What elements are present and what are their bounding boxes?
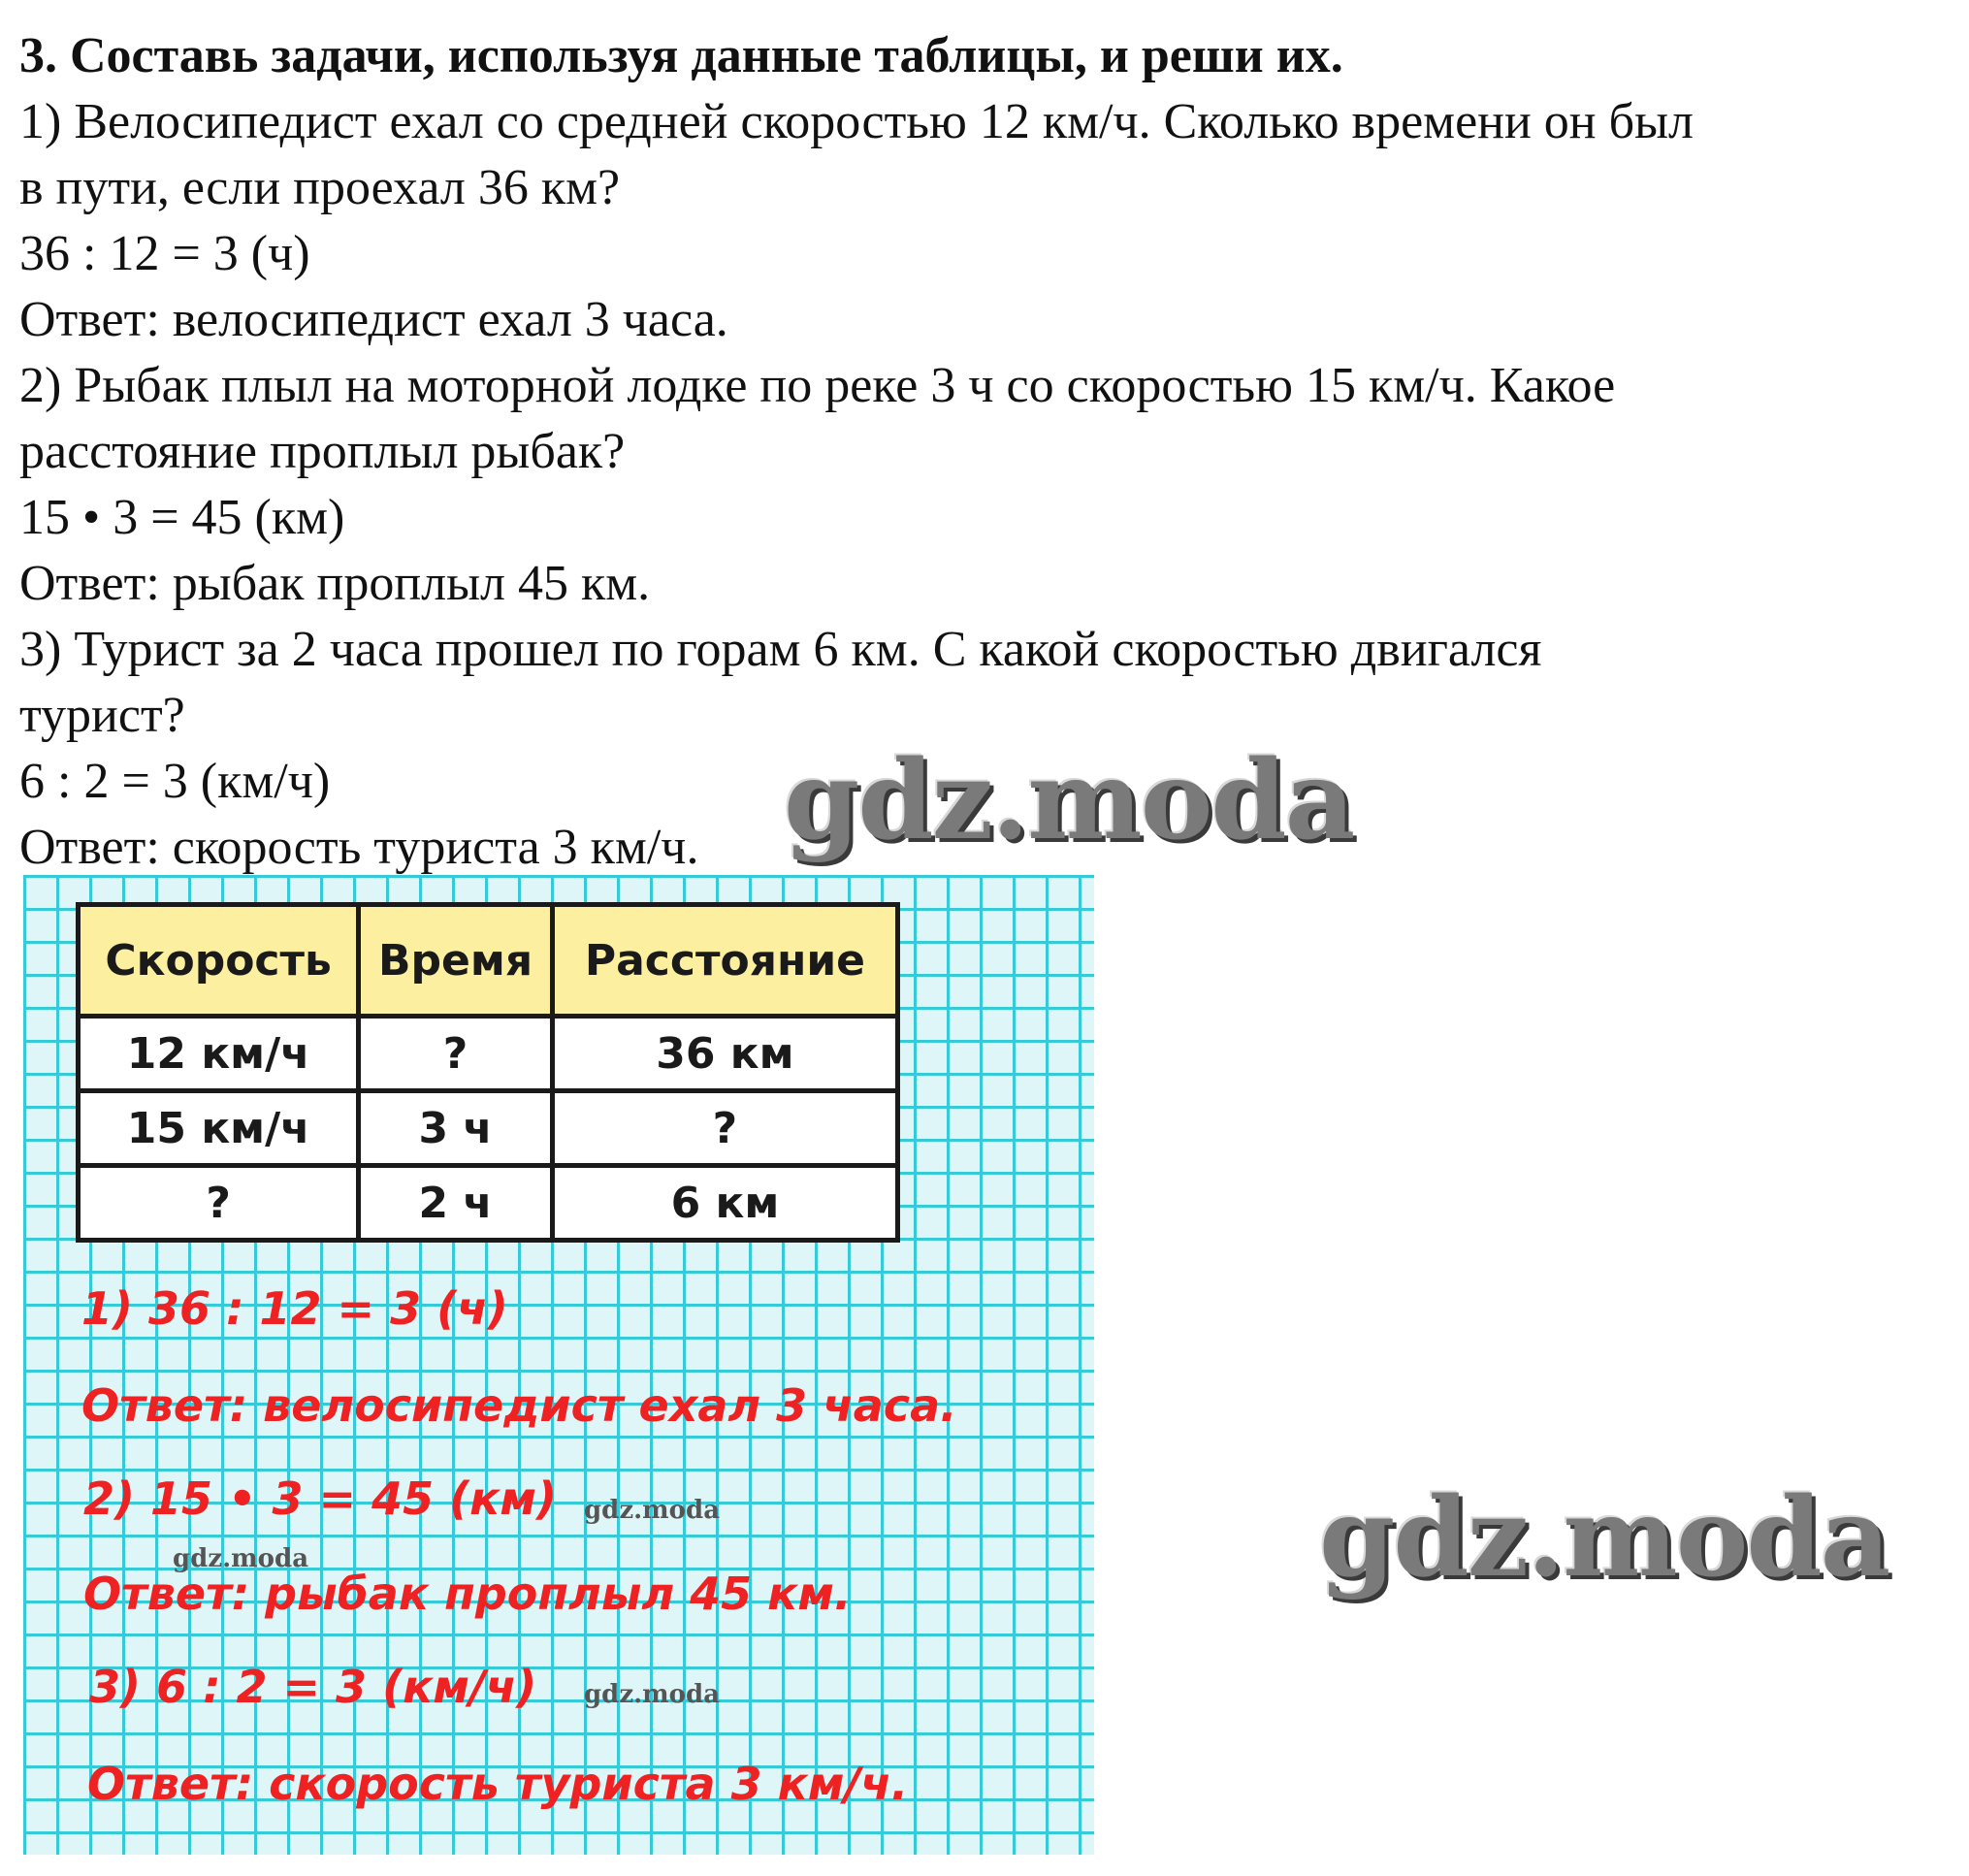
- task-line: 3) Турист за 2 часа прошел по горам 6 км. С какой скоростью двигался: [19, 622, 1542, 677]
- handwritten-solution-3: 3) 6 : 2 = 3 (км/ч): [89, 1661, 537, 1713]
- watermark-small: gdz.moda: [584, 1680, 721, 1709]
- task-line: 15 • 3 = 45 (км): [19, 490, 345, 545]
- table-cell: 12 км/ч: [79, 1017, 359, 1091]
- handwritten-answer-3: Ответ: скорость туриста 3 км/ч.: [87, 1758, 909, 1810]
- task-line: 2) Рыбак плыл на моторной лодке по реке 3 ч со скоростью 15 км/ч. Какое: [19, 358, 1616, 413]
- task-line: Ответ: рыбак проплыл 45 км.: [19, 556, 651, 611]
- handwritten-solution-2: 2) 15 • 3 = 45 (км): [83, 1472, 557, 1525]
- task-line: Ответ: велосипедист ехал 3 часа.: [19, 292, 728, 347]
- table-cell: 2 ч: [359, 1166, 553, 1241]
- handwritten-answer-1: Ответ: велосипедист ехал 3 часа.: [81, 1379, 957, 1432]
- task-line: турист?: [19, 688, 185, 743]
- table-cell: ?: [359, 1017, 553, 1091]
- watermark-small: gdz.moda: [173, 1544, 309, 1573]
- handwritten-solution-1: 1) 36 : 12 = 3 (ч): [81, 1282, 508, 1335]
- task-line: в пути, если проехал 36 км?: [19, 160, 621, 215]
- table-header-row: [79, 905, 898, 1017]
- watermark-small: gdz.moda: [584, 1496, 721, 1525]
- table-header-cell: Скорость: [79, 905, 359, 1017]
- table-header-cell: Расстояние: [552, 905, 897, 1017]
- handwritten-answer-2: Ответ: рыбак проплыл 45 км.: [83, 1568, 852, 1620]
- table-header-cell: Время: [359, 905, 553, 1017]
- task-heading: 3. Составь задачи, используя данные таблицы, и реши их.: [19, 28, 1343, 83]
- table-cell: ?: [552, 1091, 897, 1166]
- table-cell: 15 км/ч: [79, 1091, 359, 1166]
- table-row: [79, 1091, 898, 1166]
- data-table: [76, 902, 900, 1243]
- task-line: 36 : 12 = 3 (ч): [19, 226, 310, 281]
- table-row: [79, 1017, 898, 1091]
- watermark-large: gdz.moda: [1319, 1474, 1889, 1601]
- table-cell: 6 км: [552, 1166, 897, 1241]
- table-cell: ?: [79, 1166, 359, 1241]
- notebook-image: [23, 875, 1094, 1855]
- table-cell: 36 км: [552, 1017, 897, 1091]
- table-cell: 3 ч: [359, 1091, 553, 1166]
- watermark-large: gdz.moda: [784, 737, 1354, 864]
- task-line: Ответ: скорость туриста 3 км/ч.: [19, 820, 699, 875]
- task-line: 1) Велосипедист ехал со средней скоростью 12 км/ч. Сколько времени он был: [19, 94, 1694, 149]
- table-row: [79, 1166, 898, 1241]
- task-line: 6 : 2 = 3 (км/ч): [19, 754, 331, 809]
- task-line: расстояние проплыл рыбак?: [19, 424, 626, 479]
